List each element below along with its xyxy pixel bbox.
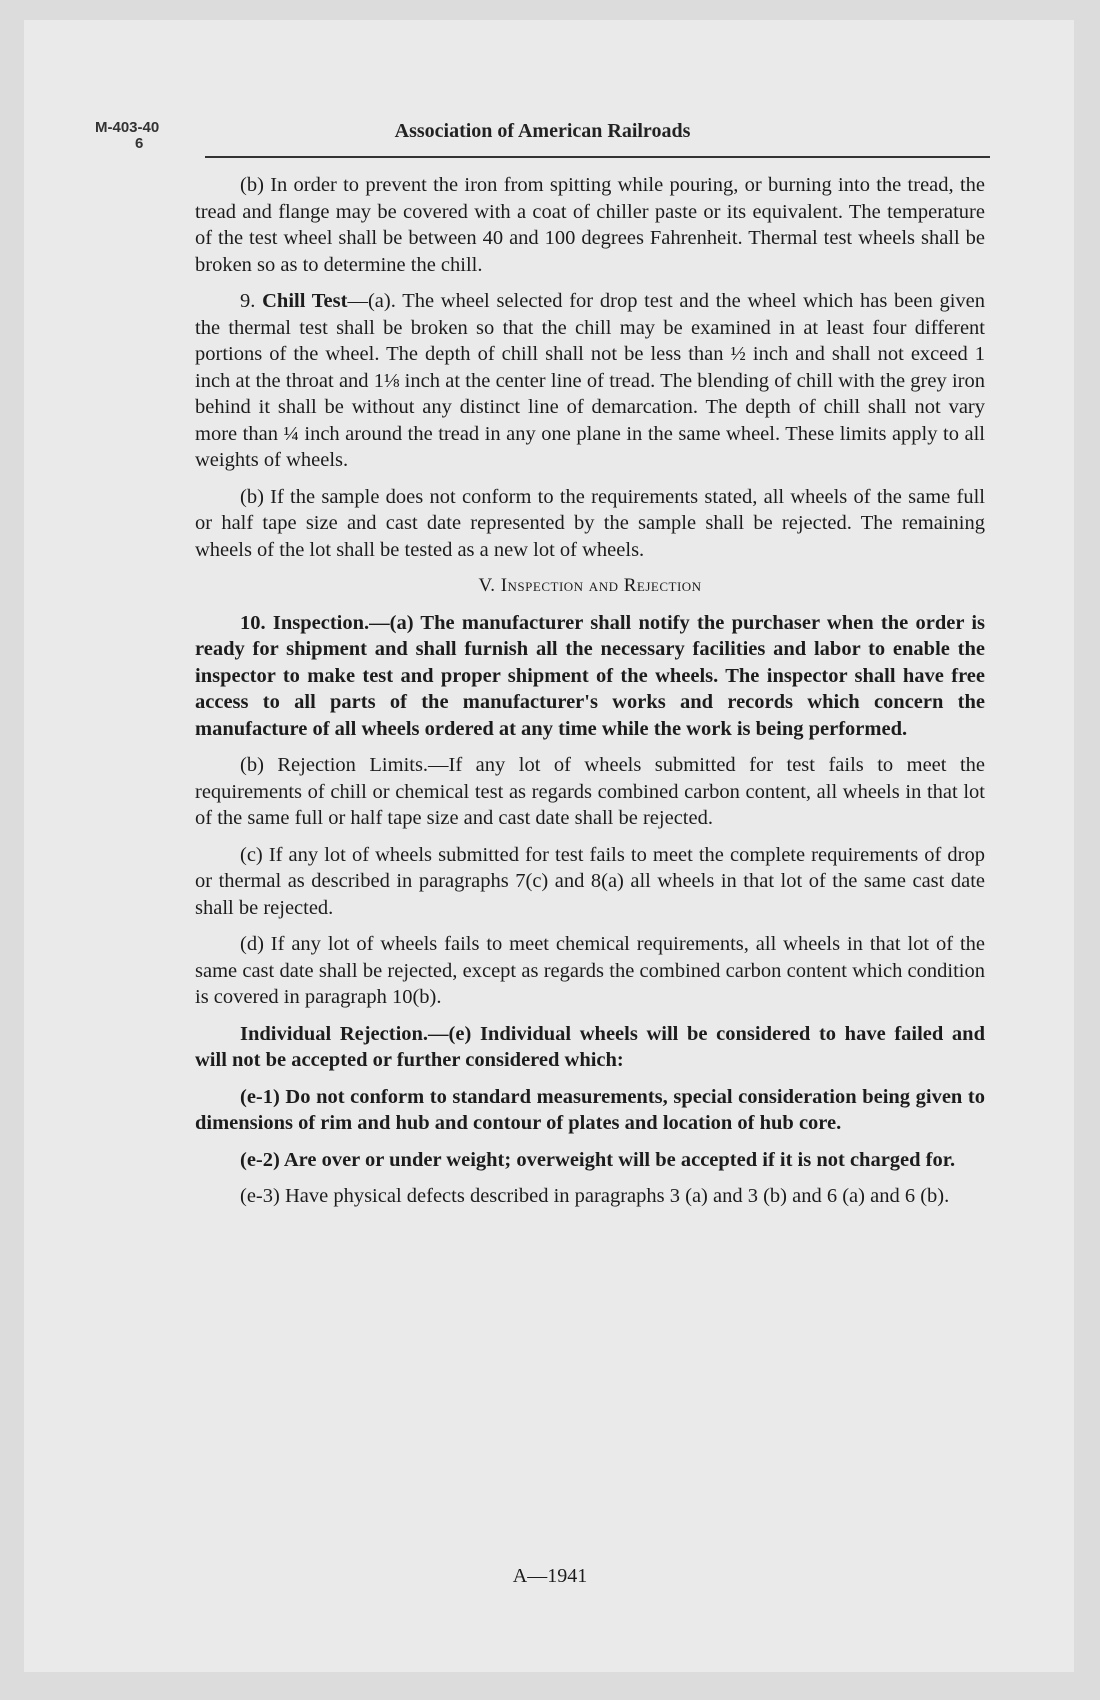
header-rule: [205, 156, 990, 158]
paragraph-e3: (e-3) Have physical defects described in paragraphs 3 (a) and 3 (b) and 6 (a) and 6 (b).: [240, 1185, 950, 1207]
paragraph-10a: 10. Inspection.—(a) The manufacturer shall notify the purchaser when the order is ready for shipment and shall furnish all the necessary facilities and labor to enable the inspector to make test and proper shipment of the wheels. The inspector shall have free access to all parts of the manufacturer's works and records which concern the manufacture of all wheels ordered at any time while the work is being performed.: [195, 611, 985, 740]
paragraph-10d: (d) If any lot of wheels fails to meet chemical requirements, all wheels in that lot of the same cast date shall be rejected, except as regards the combined carbon content which condition is covered in paragraph 10(b).: [195, 933, 985, 1008]
document-code-number: M-403-40: [95, 119, 160, 136]
paragraph-10c: (c) If any lot of wheels submitted for test fails to meet the complete requirements of drop or thermal as described in paragraphs 7(c) and 8(a) all wheels in that lot of the same cast date shall be rejected.: [195, 843, 985, 919]
paragraph-9a: [195, 288, 985, 474]
section-heading: [195, 573, 985, 600]
document-body: [195, 172, 985, 1220]
header-title: Association of American Railroads: [394, 120, 691, 142]
section-title: Inspection and Rejection: [500, 575, 702, 596]
paragraph-8b: (b) In order to prevent the iron from spitting while pouring, or burning into the tread, the tread and flange may be covered with a coat of chiller paste or its equivalent. The temperature of the test wheel shall be between 40 and 100 degrees Fahrenheit. Thermal test wheels shall be broken so as to determine the chill.: [195, 174, 985, 276]
paragraph-9a-heading: Chill Test: [262, 290, 348, 312]
paragraph-e1: (e-1) Do not conform to standard measurements, special consideration being given to dimensions of rim and hub and contour of plates and location of hub core.: [195, 1085, 985, 1134]
paragraph-individual-rejection: Individual Rejection.—(e) Individual wheels will be considered to have failed and will not be accepted or further considered which:: [195, 1022, 985, 1071]
paragraph-9a-number: 9.: [240, 290, 256, 312]
paragraph-9a-text: —(a). The wheel selected for drop test and the wheel which has been given the thermal test shall be broken so that the chill may be examined in at least four different portions of the wheel. The depth of chill shall not be less than ½ inch and shall not exceed 1 inch at the throat and 1⅛ inch at the center line of tread. The blending of chill with the grey iron behind it shall be without any distinct line of demarcation. The depth of chill shall not vary more than ¼ inch around the tread in any one plane in the same wheel. These limits apply to all weights of wheels.: [195, 290, 986, 471]
paragraph-9b: (b) If the sample does not conform to the requirements stated, all wheels of the same full or half tape size and cast date represented by the sample shall be rejected. The remaining wheels of the lot shall be tested as a new lot of wheels.: [195, 485, 985, 561]
paragraph-10b: (b) Rejection Limits.—If any lot of wheels submitted for test fails to meet the requirements of chill or chemical test as regards combined carbon content, all wheels in that lot of the same full or half tape size and cast date shall be rejected.: [195, 754, 985, 829]
page-header: [95, 120, 990, 160]
section-number: V.: [478, 575, 496, 596]
paragraph-e2: (e-2) Are over or under weight; overweight will be accepted if it is not charged for.: [240, 1148, 956, 1171]
document-page-number: 6: [135, 135, 144, 152]
page-footer: A—1941: [512, 1565, 588, 1587]
